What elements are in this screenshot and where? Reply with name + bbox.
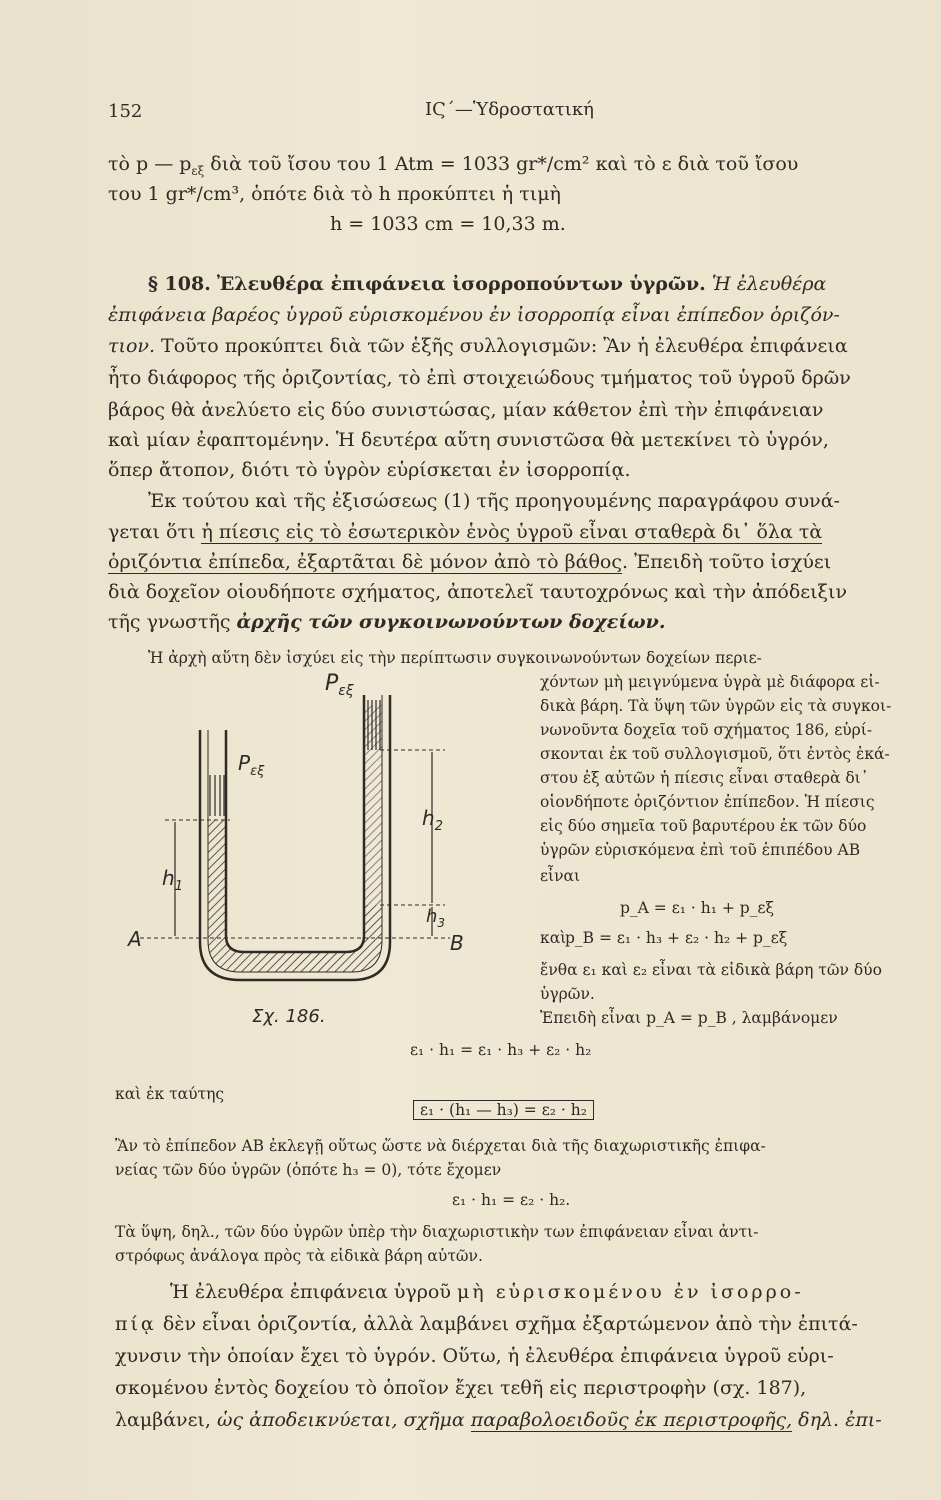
equation: p_A = ε₁ · h₁ + p_εξ (620, 899, 775, 917)
equation: ε₁ · h₁ = ε₁ · h₃ + ε₂ · h₂ (410, 1041, 592, 1059)
text-line: λαμβάνει, ὡς ἀποδεικνύεται, σχῆμα παραβολοειδοῦς ἐκ περιστροφῆς, δηλ. ἐπι- (115, 1409, 882, 1431)
label-B: B (450, 931, 464, 955)
text-line: ὑγρῶν εὑρισκόμενα ἐπὶ τοῦ ἐπιπέδου AB (540, 841, 861, 859)
text-line: ὁριζόντια ἐπίπεδα, ἐξαρτᾶται δὲ μόνον ἀπὸ τὸ βάθος. Ἐπειδὴ τοῦτο ἰσχύει (108, 551, 832, 573)
text-line: ὅπερ ἄτοπον, διότι τὸ ὑγρὸν εὑρίσκεται ἐν ἰσορροπίᾳ. (108, 459, 631, 481)
label-h2: $h_2$ (422, 806, 443, 834)
text-line: χυνσιν τὴν ὁποίαν ἔχει τὸ ὑγρόν. Οὕτω, ἡ ἐλευθέρα ἐπιφάνεια ὑγροῦ εὑρι- (115, 1345, 834, 1367)
text-line: νείας τῶν δύο ὑγρῶν (ὁπότε h₃ = 0), τότε ἔχομεν (115, 1161, 502, 1179)
text-line: Ἂν τὸ ἐπίπεδον AB ἐκλεγῇ οὕτως ὥστε νὰ διέρχεται διὰ τῆς διαχωριστικῆς ἐπιφα- (115, 1137, 766, 1155)
pressure-arrows-left (210, 775, 224, 816)
text-line: δικὰ βάρη. Τὰ ὕψη τῶν ὑγρῶν εἰς τὰ συγκοι- (540, 697, 892, 715)
tube-inner-line (208, 695, 382, 972)
text-line: ἔνθα ε₁ καὶ ε₂ εἶναι τὰ εἰδικὰ βάρη τῶν δύο (540, 961, 882, 979)
text-line: χόντων μὴ μειγνύμενα ὑγρὰ μὲ διάφορα εἰ- (540, 673, 880, 691)
text-line: καὶ (540, 929, 567, 947)
text-line: Ἡ ἐλευθέρα ἐπιφάνεια ὑγροῦ μὴ εὑρισκομένου ἐν ἰσορρο- (170, 1281, 804, 1303)
running-title: ΙϚ΄—Ὑδροστατική (425, 99, 594, 120)
text-line: στρόφως ἀνάλογα πρὸς τὰ εἰδικὰ βάρη αὐτῶν. (115, 1247, 483, 1265)
label-h1: $h_1$ (162, 866, 183, 894)
text-line: Ἐκ τούτου καὶ τῆς ἐξισώσεως (1) τῆς προηγουμένης παραγράφου συνά- (148, 490, 840, 512)
text-line: πίᾳ δὲν εἶναι ὁριζοντία, ἀλλὰ λαμβάνει σχῆμα ἐξαρτώμενον ἀπὸ τὴν ἐπιτά- (115, 1313, 858, 1335)
text-line: Ἐπειδὴ εἶναι p_A = p_B , λαμβάνομεν (540, 1009, 838, 1027)
text-line: διὰ δοχεῖον οἱουδήποτε σχήματος, ἀποτελεῖ ταυτοχρόνως καὶ τὴν ἀπόδειξιν (108, 581, 848, 603)
text-line: ὑγρῶν. (540, 985, 595, 1003)
page-number: 152 (108, 101, 143, 122)
tube-outer-wall (200, 695, 390, 980)
text-line: ἐπιφάνεια βαρέος ὑγροῦ εὑρισκομένου ἐν ἰσορροπίᾳ εἶναι ἐπίπεδον ὁριζόν- (108, 304, 840, 326)
text-line: Ἡ ἀρχὴ αὕτη δὲν ἰσχύει εἰς τὴν περίπτωσιν συγκοινωνούντων δοχείων περιε- (148, 649, 762, 667)
text-line: Τὰ ὕψη, δηλ., τῶν δύο ὑγρῶν ὑπὲρ τὴν διαχωριστικὴν των ἐπιφάνειαν εἶναι ἀντι- (115, 1223, 759, 1241)
text-line: καὶ ἐκ ταύτης (115, 1085, 225, 1103)
text-line: σκομένου ἐντὸς δοχείου τὸ ὁποῖον ἔχει τεθῆ εἰς περιστροφὴν (σχ. 187), (115, 1377, 807, 1399)
text-line: τῆς γνωστῆς ἀρχῆς τῶν συγκοινωνούντων δοχείων. (108, 611, 666, 633)
equation: p_B = ε₁ · h₃ + ε₂ · h₂ + p_εξ (565, 929, 788, 947)
text-line: γεται ὅτι ἡ πίεσις εἰς τὸ ἐσωτερικὸν ἑνὸς ὑγροῦ εἶναι σταθερὰ δι᾽ ὅλα τὰ (108, 521, 823, 543)
text-line: καὶ μίαν ἐφαπτομένην. Ἡ δευτέρα αὕτη συνιστῶσα θὰ μετεκίνει τὸ ὑγρόν, (108, 429, 829, 451)
tube-inner-wall (226, 695, 364, 952)
equation: h = 1033 cm = 10,33 m. (330, 213, 566, 235)
text-line: βάρος θὰ ἀνελύετο εἰς δύο συνιστώσας, μίαν κάθετον ἐπὶ τὴν ἐπιφάνειαν (108, 399, 824, 421)
section-heading: § 108. Ἐλευθέρα ἐπιφάνεια ἰσορροπούντων ὑγρῶν. Ἡ ἐλευθέρα (148, 273, 827, 295)
text-line: σκονται ἐκ τοῦ συλλογισμοῦ, ὅτι ἐντὸς ἑκά- (540, 745, 890, 763)
text-line: οἱονδήποτε ὁριζόντιον ἐπίπεδον. Ἡ πίεσις (540, 793, 875, 811)
text-line: στου ἐξ αὐτῶν ἡ πίεσις εἶναι σταθερὰ δι᾽ (540, 769, 869, 787)
text-line: εἰς δύο σημεῖα τοῦ βαρυτέρου ἐκ τῶν δύο (540, 817, 867, 835)
label-pex-top: $P_{\varepsilon\xi}$ (325, 671, 354, 699)
equation: ε₁ · h₁ = ε₂ · h₂. (452, 1191, 571, 1209)
label-h3: $h_3$ (426, 906, 446, 930)
text-line: τὸ p — $p_{\varepsilon\xi}$ διὰ τοῦ ἴσου του 1 Atm = 1033 gr*/cm² καὶ τὸ ε διὰ τοῦ ἴσου (108, 153, 799, 178)
text-line: τιον. Τοῦτο προκύπτει διὰ τῶν ἑξῆς συλλογισμῶν: Ἂν ἡ ἐλευθέρα ἐπιφάνεια (108, 335, 848, 357)
label-A: A (128, 927, 142, 951)
text-line: εἶναι (540, 867, 581, 885)
text-line: νωνοῦντα δοχεῖα τοῦ σχήματος 186, εὑρί- (540, 721, 873, 739)
dimension-lines (140, 750, 450, 938)
text-line: του 1 gr*/cm³, ὁπότε διὰ τὸ h προκύπτει ἡ τιμὴ (108, 183, 561, 205)
equation-boxed: ε₁ · (h₁ — h₃) = ε₂ · h₂ (413, 1100, 594, 1120)
label-pex-left: $P_{\varepsilon\xi}$ (238, 751, 265, 779)
figure-caption: Σχ. 186. (252, 1006, 326, 1027)
u-tube-figure (120, 660, 510, 1040)
text-line: ἦτο διάφορος τῆς ὁριζοντίας, τὸ ἐπὶ στοιχειώδους τμήματος τοῦ ὑγροῦ δρῶν (108, 367, 851, 389)
light-liquid (364, 705, 382, 905)
